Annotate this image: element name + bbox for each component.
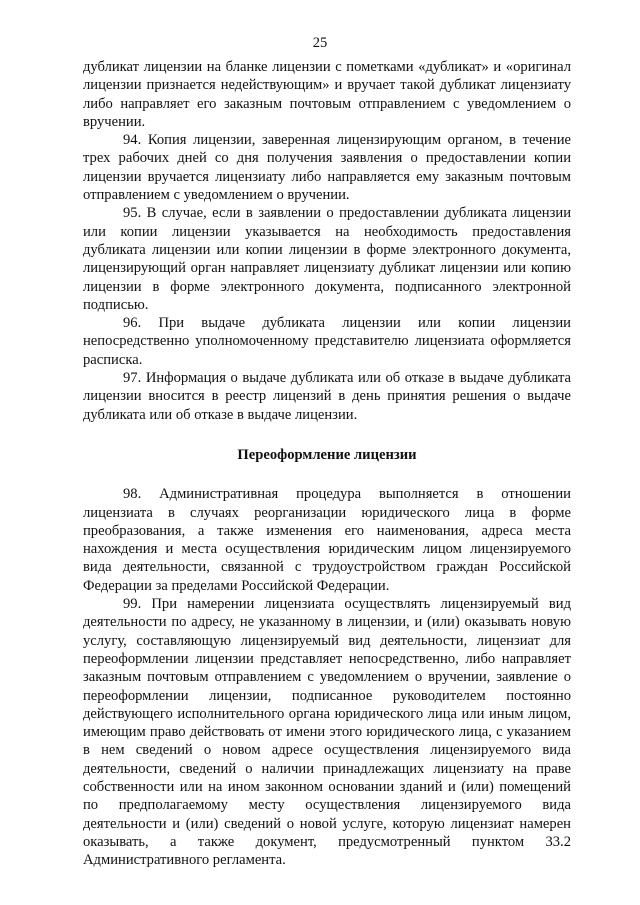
section-heading: Переоформление лицензии xyxy=(237,446,417,463)
document-body xyxy=(83,58,571,869)
paragraph-continuation: дубликат лицензии на бланке лицензии с пометками «дубликат» и «оригинал лицензии признается недействующим» и вручает такой дубликат лицензиату либо направляет его заказным почтовым отправлением с уведомлением о вручении. xyxy=(83,59,571,130)
page-number: 25 xyxy=(312,35,328,51)
paragraph-94: 94. Копия лицензии, заверенная лицензирующим органом, в течение трех рабочих дней со дня получения заявления о предоставлении копии лицензии вручается лицензиату либо направляется ему заказным почтовым отправлением с уведомлением о вручении. xyxy=(83,132,571,204)
paragraph-95: 95. В случае, если в заявлении о предоставлении дубликата лицензии или копии лицензии указывается на необходимость предоставления дубликата лицензии или копии лицензии в форме электронного документа, лицензирующий орган направляет лицензиату дубликат лицензии или копию лицензии в форме электронного документа, подписанного электронной подписью. xyxy=(83,205,571,313)
paragraph-98: 98. Административная процедура выполняется в отношении лицензиата в случаях реорганизации юридического лица в форме преобразования, а также изменения его наименования, адреса места нахождения и места осуществления юридическим лицом лицензируемого вида деятельности, связанной с трудоустройством граждан Российской Федерации за пределами Российской Федерации. xyxy=(83,486,571,594)
paragraph-97: 97. Информация о выдаче дубликата или об отказе в выдаче дубликата лицензии вносится в реестр лицензий в день принятия решения о выдаче дубликата или об отказе в выдаче лицензии. xyxy=(83,370,571,423)
paragraph-96: 96. При выдаче дубликата лицензии или копии лицензии непосредственно уполномоченному представителю лицензиата оформляется расписка. xyxy=(83,315,571,368)
paragraph-99: 99. При намерении лицензиата осуществлять лицензируемый вид деятельности по адресу, не указанному в лицензии, и (или) оказывать новую услугу, составляющую лицензируемый вид деятельности, лицензиат для переоформлении лицензии представляет непосредственно, либо направляет заказным почтовым отправлением с уведомлением о вручении, заявление о переоформлении лицензии, подписанное руководителем постоянно действующего исполнительного органа юридического лица или иным лицом, имеющим право действовать от имени этого юридического лица, с указанием в нем сведений о новом адресе осуществления лицензируемого вида деятельности, сведений о наличии принадлежащих лицензиату на праве собственности или на ином законном основании зданий и (или) помещений по предполагаемому месту осуществления лицензируемого вида деятельности и (или) сведений о новой услуге, которую лицензиат намерен оказывать, а также документ, предусмотренный пунктом 33.2 Административного регламента. xyxy=(83,596,571,869)
